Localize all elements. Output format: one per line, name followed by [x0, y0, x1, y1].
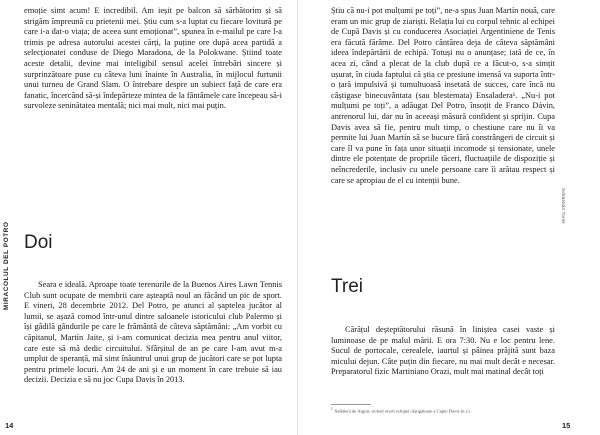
footnote-text: Salătieră de Argint, trofeul oferit echipei câștigătoare a Cupei Davis (n.t.). [334, 408, 471, 414]
paragraph: emoție simt acum! E incredibil. Am ieșit pe balcon să sărbătorim și să strigăm împreună cu prietenii mei. Știu cum s-a luptat cu fiecare lovitură pe care i-a dat-o viața; de aceea sunt emoționat”, spunea în e-mailul pe care l-a trimis pe adresa autorului acestei cărți, la puține ore după acea partidă a selecționatei conduse de Diego Maradona, de la Polokwane. Știind toate aceste detalii, devine mai inteligibil sensul acelei întrebări sincere și surprinzătoare puse cu câteva luni înainte în Australia, în mijlocul furtunii unui turneu de Grand Slam. O întrebare despre un subiect față de care era fanatic, încercând să-și îndepărteze mintea de la fântâmele care începeau să-i survoleze seninătatea mentală; nici mai mult, nici mai puțin. [24, 6, 282, 111]
paragraph: Știu că nu-i pot mulțumi pe toți”, ne-a spus Juan Martín nouă, care eram un mic grup de ziariști. Relația lui cu corpul tehnic al echipei de Cupă Davis și cu conducerea Asociației Argentiniene de Tenis era făcută fărâme. Del Potro cântărea deja de câteva săptămâni ideea îndepărtării de echipă. Totuși nu o anunțase; iată de ce, în acea zi, când a plecat de la club după ce a făcut-o, s-a simțit ușurat, în ciuda faptului că știa ce presiune imensă va suporta într-o țară impulsivă și tumultuoasă insetată de succes, care încă nu câștigase binecuvântata (sau blestemata) Ensaladera¹. „Nu-i pot mulțumi pe toți”, a adăugat Del Potro, însoțit de Franco Dávin, antrenorul lui, dar nu în aceeași măsură confident și sprijin. Cupa Davis avea să fie, pentru mult timp, o chestiune care nu îi va permite lui Juan Martín să se bucure fără constrângeri de circuit și care îl va pune în fața unor situații incomode și tensionate, unele dintre ele potențate de propriile tăceri, fluctuațiile de dispoziție și neîncrederile, inclusiv cu unele persoane care îi arătau respect și care se apropiau de el cu intenții bune. [331, 6, 555, 185]
right-top-text [331, 6, 555, 186]
chapter-title-doi: Doi [24, 232, 53, 253]
paragraph: Cărățul deșteptătorului răsună în liniștea casei vaste și luminoase de pe malul mării. E ora 7:30. Nu e loc pentru lene. Sucul de portocale, cerealele, iaurtul și pâinea prăjită sunt baza micului dejun. Câte puțin din fiecare, nu mai mult decât e necesar. Preparatorul fizic Martiniano Orazi, mult mai matinal decât toți [331, 325, 555, 377]
running-head-left: MIRACOLUL DEL POTRO [3, 221, 10, 310]
running-head-right: Sebastián Torok [561, 188, 566, 224]
page-number-right: 15 [562, 421, 571, 430]
footnote [331, 406, 555, 415]
left-bottom-text [24, 280, 282, 386]
right-page [298, 0, 600, 435]
page-number-left: 14 [5, 421, 14, 430]
left-top-text [24, 6, 282, 112]
left-page [0, 0, 297, 435]
right-bottom-text [331, 325, 555, 378]
chapter-title-trei: Trei [331, 276, 364, 297]
paragraph: Seara e ideală. Aproape toate terenurile de la Buenos Aires Lawn Tennis Club sunt ocupate de membrii care așteaptă noul an făcând un pic de sport. E vineri, 28 decembrie 2012. Del Potro, pe atunci al șaptelea jucător al lumii, se așază comod într-unul dintre saloanele istoricului club Palermo și își gâdilă gândurile pe care le frământă de câteva săptămâni: „Am vorbit cu căpitanul, Martín Jaite, și i-am comunicat decizia mea pentru anul viitor, care este să mă dedic circuitului. Sfârșitul de an pe care l-am avut m-a umplut de speranță, mă simt înăuntrul unui grup de jucători care se pot lupta pentru primele locuri. Am 24 de ani și e un moment în care trebuie să iau decizii. Decizia e să nu joc Cupa Davis în 2013. [24, 280, 282, 385]
footnote-mark: 1 [331, 407, 333, 411]
footnote-rule [331, 404, 371, 405]
